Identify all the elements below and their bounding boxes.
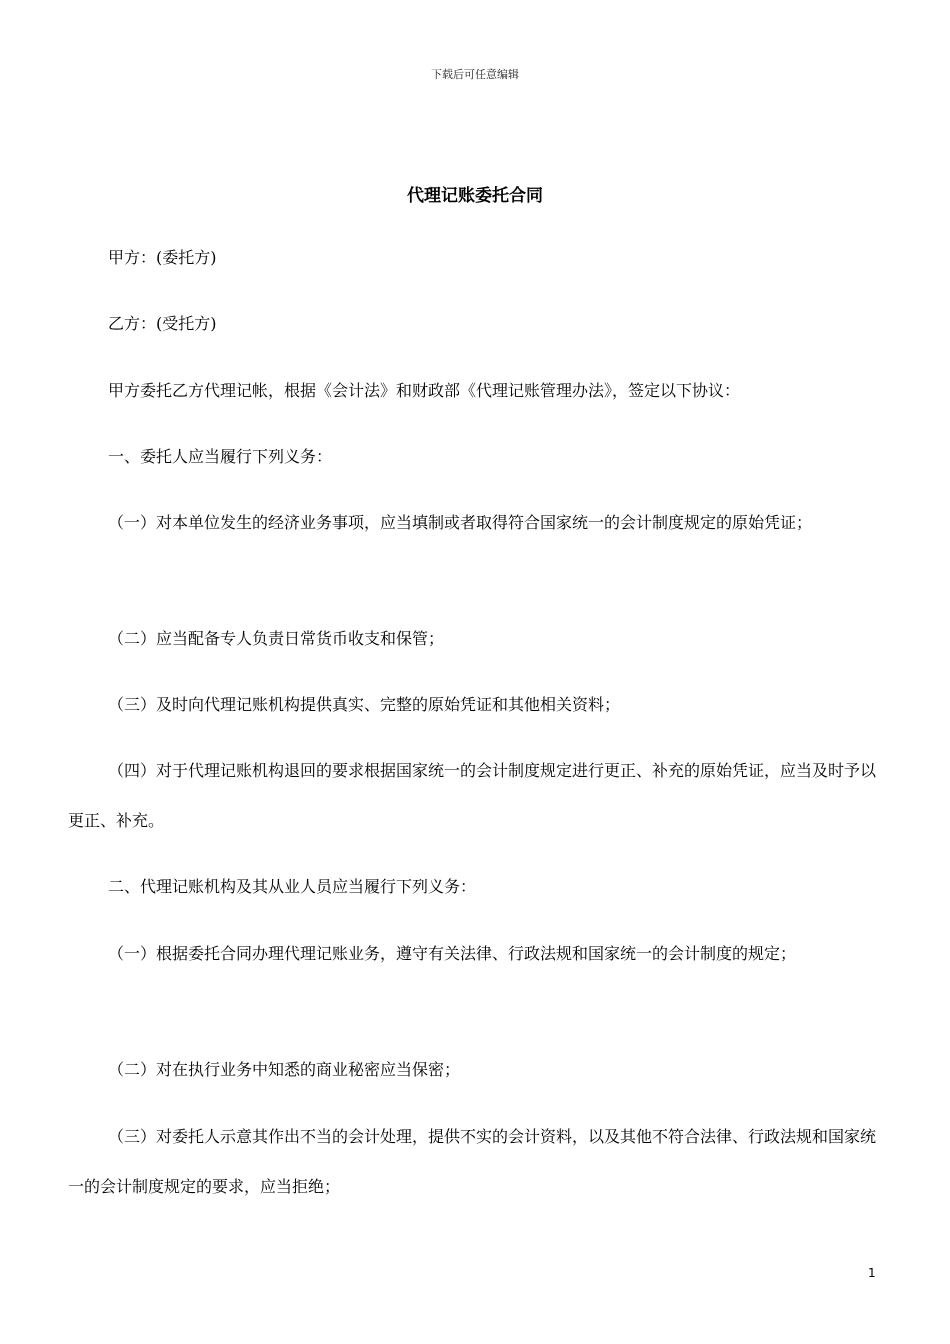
clause-paragraph: （一）对本单位发生的经济业务事项，应当填制或者取得符合国家统一的会计制度规定的原始凭证； (108, 513, 813, 532)
document-title: 代理记账委托合同 (407, 186, 543, 206)
page-number: 1 (868, 1266, 876, 1280)
intro-paragraph: 甲方委托乙方代理记帐，根据《会计法》和财政部《代理记账管理办法》，签定以下协议： (108, 381, 741, 400)
section-heading-client-duties: 一、委托人应当履行下列义务： (108, 447, 333, 466)
clause-paragraph: （一）根据委托合同办理代理记账业务，遵守有关法律、行政法规和国家统一的会计制度的规定； (108, 944, 797, 963)
party-b-line: 乙方：(受托方) (108, 314, 217, 333)
party-a-line: 甲方：(委托方) (108, 248, 217, 267)
clause-paragraph: （三）及时向代理记账机构提供真实、完整的原始凭证和其他相关资料； (108, 695, 621, 714)
clause-paragraph: （四）对于代理记账机构退回的要求根据国家统一的会计制度规定进行更正、补充的原始凭证，应当及时予以更正、补充。 (68, 761, 877, 830)
section-heading-agency-duties: 二、代理记账机构及其从业人员应当履行下列义务： (108, 877, 477, 896)
header-note: 下载后可任意编辑 (431, 68, 519, 81)
clause-paragraph: （二）应当配备专人负责日常货币收支和保管； (108, 629, 445, 648)
clause-paragraph: （三）对委托人示意其作出不当的会计处理，提供不实的会计资料，以及其他不符合法律、行政法规和国家统一的会计制度规定的要求，应当拒绝； (68, 1127, 877, 1196)
clause-paragraph: （二）对在执行业务中知悉的商业秘密应当保密； (108, 1060, 461, 1079)
